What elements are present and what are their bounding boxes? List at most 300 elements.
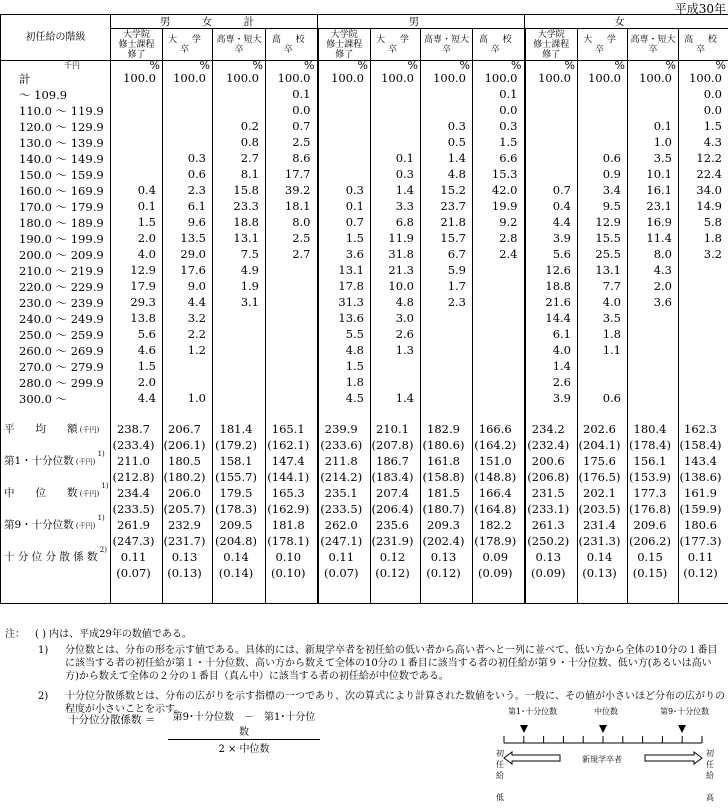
table-cell: 2.4: [473, 247, 525, 263]
table-cell: 12.9: [578, 215, 628, 231]
stat-prev-value: (231.9): [371, 533, 421, 549]
spacer-cell: [421, 407, 473, 421]
stat-prev-value: (144.1): [266, 469, 318, 485]
total-cell: 100.0: [679, 71, 728, 87]
stat-value: 182.9: [421, 421, 473, 437]
band-label: 190.0 ～ 199.9: [1, 231, 111, 247]
table-cell: 5.6: [111, 327, 163, 343]
table-cell: 0.3: [318, 183, 371, 199]
spacer-cell: [266, 407, 318, 421]
table-cell: 0.4: [111, 183, 163, 199]
table-cell: [213, 327, 266, 343]
stat-prev-value: (202.4): [421, 533, 473, 549]
total-cell: 100.0: [371, 71, 421, 87]
stat-value: 0.14: [213, 549, 266, 565]
total-cell: 100.0: [111, 71, 163, 87]
table-cell: 4.4: [111, 391, 163, 407]
pct-unit: %: [525, 61, 578, 72]
stat-prev-value: (233.5): [111, 501, 163, 517]
table-cell: 11.9: [371, 231, 421, 247]
arrow-left-icon: [504, 752, 560, 764]
stat-value: 209.5: [213, 517, 266, 533]
stat-value: 232.9: [163, 517, 213, 533]
table-cell: [525, 87, 578, 103]
spacer-cell: [679, 407, 728, 421]
table-row: [1, 199, 728, 215]
diagram-center-label: 新規学卒者: [582, 754, 622, 764]
stat-prev-value: (159.9): [679, 501, 728, 517]
table-cell: 12.6: [525, 263, 578, 279]
stat-value: 166.4: [473, 485, 525, 501]
table-cell: [578, 87, 628, 103]
formula-lhs: 十分位分散係数 ＝: [68, 712, 155, 727]
table-cell: [421, 375, 473, 391]
table-cell: 17.8: [318, 279, 371, 295]
stat-prev-value: (0.09): [473, 565, 525, 581]
table-cell: 2.3: [421, 295, 473, 311]
total-cell: 100.0: [266, 71, 318, 87]
table-cell: [213, 87, 266, 103]
stat-prev-value: (250.2): [525, 533, 578, 549]
table-cell: [578, 103, 628, 119]
table-cell: 0.3: [421, 119, 473, 135]
stat-value: 200.6: [525, 453, 578, 469]
table-cell: 15.8: [213, 183, 266, 199]
stat-prev-row: [1, 533, 728, 549]
table-cell: 6.1: [525, 327, 578, 343]
marker-decile1-icon: [520, 725, 528, 733]
table-cell: [371, 359, 421, 375]
table-cell: 3.4: [578, 183, 628, 199]
table-cell: 1.5: [318, 231, 371, 247]
table-cell: 13.6: [318, 311, 371, 327]
table-cell: 0.3: [163, 151, 213, 167]
table-cell: [266, 359, 318, 375]
formula-denominator: 2 × 中位数: [168, 740, 320, 755]
table-cell: 4.9: [213, 263, 266, 279]
table-cell: 18.1: [266, 199, 318, 215]
row-header: 初任給の階級: [1, 15, 111, 61]
table-cell: 22.4: [679, 167, 728, 183]
stat-unit: (千円): [74, 522, 96, 530]
stat-prev-value: (162.9): [266, 501, 318, 517]
table-cell: [318, 167, 371, 183]
table-cell: [525, 103, 578, 119]
stat-value: 0.09: [473, 549, 525, 565]
table-cell: [628, 375, 679, 391]
table-cell: 2.3: [163, 183, 213, 199]
table-cell: 8.6: [266, 151, 318, 167]
table-cell: 0.7: [525, 183, 578, 199]
stat-prev-value: (164.8): [473, 501, 525, 517]
stat-value: 180.6: [679, 517, 728, 533]
table-cell: 6.6: [473, 151, 525, 167]
table-cell: 18.8: [525, 279, 578, 295]
stat-value: 181.5: [421, 485, 473, 501]
stat-label: [1, 421, 111, 453]
table-cell: 4.0: [578, 295, 628, 311]
table-cell: [679, 391, 728, 407]
table-cell: 0.1: [318, 199, 371, 215]
table-cell: [266, 343, 318, 359]
stat-value: 165.3: [266, 485, 318, 501]
table-cell: 8.0: [266, 215, 318, 231]
spacer-cell: [213, 581, 266, 604]
group-header-male: 男: [318, 15, 525, 29]
table-cell: 1.1: [578, 343, 628, 359]
band-label: 140.0 ～ 149.9: [1, 151, 111, 167]
table-cell: 31.8: [371, 247, 421, 263]
stat-prev-value: (205.7): [163, 501, 213, 517]
total-cell: 100.0: [421, 71, 473, 87]
stat-prev-value: (180.7): [421, 501, 473, 517]
stat-value: 231.4: [578, 517, 628, 533]
stat-prev-value: (177.3): [679, 533, 728, 549]
table-cell: [266, 375, 318, 391]
diagram-label-decile1: 第1･十分位数: [508, 706, 557, 716]
stat-value: 181.8: [266, 517, 318, 533]
subcolumn-header: 大学院 修士課程 修了: [525, 29, 578, 61]
table-cell: [578, 119, 628, 135]
table-cell: 0.6: [163, 167, 213, 183]
spacer-cell: [371, 407, 421, 421]
stat-label: [1, 517, 111, 549]
table-cell: [163, 103, 213, 119]
group-header-total: 男 女 計: [111, 15, 318, 29]
stat-prev-value: (233.6): [318, 437, 371, 453]
stat-prev-value: (206.2): [628, 533, 679, 549]
table-cell: [679, 311, 728, 327]
pct-unit: %: [473, 61, 525, 72]
decile-diagram-svg: [490, 700, 728, 809]
stat-prev-value: (176.8): [628, 501, 679, 517]
table-cell: 5.8: [679, 215, 728, 231]
table-cell: [318, 119, 371, 135]
table-row: [1, 359, 728, 375]
table-cell: [111, 151, 163, 167]
table-cell: [473, 295, 525, 311]
band-label: 130.0 ～ 139.9: [1, 135, 111, 151]
stat-value: 161.8: [421, 453, 473, 469]
spacer-cell: [578, 407, 628, 421]
stat-prev-value: (231.7): [163, 533, 213, 549]
table-cell: [371, 87, 421, 103]
band-label: 150.0 ～ 159.9: [1, 167, 111, 183]
table-cell: 42.0: [473, 183, 525, 199]
table-cell: 29.3: [111, 295, 163, 311]
decile-diagram: [490, 700, 728, 809]
pct-unit: %: [111, 61, 163, 72]
diagram-label-decile9: 第9･十分位数: [660, 706, 709, 716]
table-cell: [473, 327, 525, 343]
table-cell: 11.4: [628, 231, 679, 247]
stat-value: 147.4: [266, 453, 318, 469]
stat-value: 0.13: [525, 549, 578, 565]
table-cell: 17.7: [266, 167, 318, 183]
table-cell: [679, 359, 728, 375]
band-label: 280.0 ～ 299.9: [1, 375, 111, 391]
diagram-label-median: 中位数: [594, 706, 618, 716]
stat-value: 209.3: [421, 517, 473, 533]
stat-value: 177.3: [628, 485, 679, 501]
table-cell: 0.1: [473, 87, 525, 103]
table-cell: 17.9: [111, 279, 163, 295]
stat-value: 161.9: [679, 485, 728, 501]
table-cell: 2.2: [163, 327, 213, 343]
table-cell: 39.2: [266, 183, 318, 199]
band-label: 230.0 ～ 239.9: [1, 295, 111, 311]
pct-unit: %: [318, 61, 371, 72]
table-cell: 29.0: [163, 247, 213, 263]
table-cell: [578, 359, 628, 375]
total-cell: 100.0: [163, 71, 213, 87]
table-cell: [421, 359, 473, 375]
formula-numerator: 第9･十分位数 － 第1･十分位数: [168, 708, 320, 740]
table-cell: 2.6: [525, 375, 578, 391]
table-cell: 0.0: [679, 103, 728, 119]
table-cell: [421, 391, 473, 407]
stat-prev-value: (204.1): [578, 437, 628, 453]
total-label: 計: [1, 71, 111, 87]
table-cell: 4.0: [111, 247, 163, 263]
stat-prev-row: [1, 501, 728, 517]
table-cell: 3.3: [371, 199, 421, 215]
table-row: [1, 87, 728, 103]
table-cell: 7.7: [578, 279, 628, 295]
table-row: [1, 375, 728, 391]
table-cell: 3.1: [213, 295, 266, 311]
stat-label: [1, 453, 111, 485]
stat-prev-value: (162.1): [266, 437, 318, 453]
stat-value: 166.6: [473, 421, 525, 437]
table-cell: [473, 343, 525, 359]
table-cell: 34.0: [679, 183, 728, 199]
table-cell: 1.8: [318, 375, 371, 391]
pct-unit: %: [266, 61, 318, 72]
table-cell: [111, 103, 163, 119]
spacer-cell: [421, 581, 473, 604]
stat-value: 0.13: [163, 549, 213, 565]
table-cell: [163, 359, 213, 375]
table-cell: [628, 343, 679, 359]
table-cell: 17.6: [163, 263, 213, 279]
marker-median-icon: [599, 725, 607, 733]
table-cell: 9.0: [163, 279, 213, 295]
note-1-num: 1): [38, 644, 48, 657]
total-cell: 100.0: [578, 71, 628, 87]
table-cell: [473, 279, 525, 295]
unit-label: 千円: [1, 61, 111, 72]
unit-row: [1, 61, 728, 72]
stat-prev-value: (0.10): [266, 565, 318, 581]
stat-prev-value: (164.2): [473, 437, 525, 453]
table-cell: 9.5: [578, 199, 628, 215]
stat-value: 175.6: [578, 453, 628, 469]
stat-prev-row: [1, 565, 728, 581]
stat-prev-value: (206.4): [371, 501, 421, 517]
stat-value: 0.10: [266, 549, 318, 565]
band-label: 260.0 ～ 269.9: [1, 343, 111, 359]
pct-unit: %: [421, 61, 473, 72]
table-cell: [213, 311, 266, 327]
table-cell: 2.5: [266, 135, 318, 151]
spacer-cell: [111, 407, 163, 421]
table-cell: [525, 135, 578, 151]
table-cell: 18.8: [213, 215, 266, 231]
stat-prev-value: (0.12): [679, 565, 728, 581]
stat-prev-value: (0.13): [578, 565, 628, 581]
stat-label: [1, 485, 111, 517]
stat-prev-value: (153.9): [628, 469, 679, 485]
table-cell: 1.5: [473, 135, 525, 151]
spacer-row: [1, 581, 728, 604]
subcolumn-header: 高専・短大卒: [628, 29, 679, 61]
table-cell: 4.3: [628, 263, 679, 279]
stat-prev-value: (180.2): [163, 469, 213, 485]
table-cell: 13.5: [163, 231, 213, 247]
stat-value: 179.5: [213, 485, 266, 501]
table-cell: 5.6: [525, 247, 578, 263]
table-cell: 4.8: [421, 167, 473, 183]
table-cell: 25.5: [578, 247, 628, 263]
table-cell: 8.1: [213, 167, 266, 183]
table-cell: [679, 263, 728, 279]
pct-unit: %: [371, 61, 421, 72]
stat-prev-value: (178.4): [628, 437, 679, 453]
table-cell: [371, 135, 421, 151]
diagram-ticks: [504, 736, 702, 743]
stat-label-text: 中 位 数: [4, 487, 78, 499]
subcolumn-header: 高 校 卒: [679, 29, 728, 61]
table-cell: 4.8: [371, 295, 421, 311]
stat-footnote: 1): [95, 450, 104, 458]
table-cell: [679, 375, 728, 391]
table-cell: 3.2: [679, 247, 728, 263]
table-cell: 21.6: [525, 295, 578, 311]
table-row: [1, 215, 728, 231]
table-cell: [163, 135, 213, 151]
table-cell: [628, 311, 679, 327]
table-cell: 7.5: [213, 247, 266, 263]
stat-row: [1, 421, 728, 437]
table-cell: 9.6: [163, 215, 213, 231]
stat-prev-value: (214.2): [318, 469, 371, 485]
table-cell: 0.1: [111, 199, 163, 215]
table-cell: [421, 343, 473, 359]
year-label: 平成30年: [675, 0, 726, 17]
subcolumn-header: 高 校 卒: [473, 29, 525, 61]
stat-label-text: 十 分 位 分 散 係 数: [4, 551, 98, 563]
band-label: 300.0 ～: [1, 391, 111, 407]
stat-footnote: 1): [99, 482, 108, 490]
stat-prev-value: (203.5): [578, 501, 628, 517]
table-cell: [111, 87, 163, 103]
table-cell: 14.9: [679, 199, 728, 215]
table-cell: 12.2: [679, 151, 728, 167]
table-cell: [421, 311, 473, 327]
stat-value: 0.12: [371, 549, 421, 565]
stat-value: 202.6: [578, 421, 628, 437]
stat-value: 165.1: [266, 421, 318, 437]
pct-unit: %: [628, 61, 679, 72]
table-cell: [473, 311, 525, 327]
table-cell: [318, 135, 371, 151]
table-cell: [628, 359, 679, 375]
stat-prev-value: (0.12): [421, 565, 473, 581]
table-cell: [266, 263, 318, 279]
table-row: [1, 119, 728, 135]
table-cell: [525, 167, 578, 183]
stat-value: 209.6: [628, 517, 679, 533]
table-cell: 1.5: [111, 359, 163, 375]
table-cell: 13.1: [318, 263, 371, 279]
stat-prev-value: (138.6): [679, 469, 728, 485]
table-cell: 0.1: [628, 119, 679, 135]
stat-row: [1, 453, 728, 469]
stat-value: 180.5: [163, 453, 213, 469]
subcolumn-header: 高専・短大卒: [213, 29, 266, 61]
table-cell: 15.7: [421, 231, 473, 247]
table-cell: 0.8: [213, 135, 266, 151]
stat-prev-value: (178.1): [266, 533, 318, 549]
band-label: 240.0 ～ 249.9: [1, 311, 111, 327]
stat-prev-value: (233.1): [525, 501, 578, 517]
table-cell: [213, 359, 266, 375]
table-cell: 16.9: [628, 215, 679, 231]
stat-prev-value: (0.14): [213, 565, 266, 581]
spacer-cell: [318, 581, 371, 604]
table-cell: 1.0: [628, 135, 679, 151]
stat-value: 0.13: [421, 549, 473, 565]
table-cell: 4.4: [163, 295, 213, 311]
stat-prev-value: (179.2): [213, 437, 266, 453]
spacer-cell: [1, 407, 111, 421]
stat-prev-value: (233.4): [111, 437, 163, 453]
band-label: 110.0 ～ 119.9: [1, 103, 111, 119]
table-row: [1, 151, 728, 167]
table-cell: [473, 359, 525, 375]
table-cell: 3.9: [525, 391, 578, 407]
table-cell: [578, 375, 628, 391]
table-cell: [679, 343, 728, 359]
table-cell: 3.6: [318, 247, 371, 263]
pct-unit: %: [213, 61, 266, 72]
stat-value: 0.11: [318, 549, 371, 565]
stat-prev-value: (247.3): [111, 533, 163, 549]
stat-value: 207.4: [371, 485, 421, 501]
stat-prev-value: (0.07): [318, 565, 371, 581]
stat-value: 211.8: [318, 453, 371, 469]
band-label: 160.0 ～ 169.9: [1, 183, 111, 199]
notes-paren-note: ( ) 内は、平成29年の数値である。: [35, 628, 192, 641]
table-cell: [266, 295, 318, 311]
table-cell: 0.7: [266, 119, 318, 135]
table-row: [1, 103, 728, 119]
table-cell: 2.6: [371, 327, 421, 343]
stat-prev-value: (247.1): [318, 533, 371, 549]
stat-value: 158.1: [213, 453, 266, 469]
table-cell: 8.0: [628, 247, 679, 263]
stat-prev-value: (231.3): [578, 533, 628, 549]
table-cell: 2.0: [111, 375, 163, 391]
spacer-cell: [111, 581, 163, 604]
note-1-text: 分位数とは、分布の形を示す値である。具体的には、新規学卒者を初任給の低い者から高い者へと一列に並べて、低い方から全体の10分の１番目に該当する者の初任給が第１・十分位数、高い方から数えて全体の10分の１番目に該当する者の初任給が第９・十分位数、低い方(あるいは高い方)から数えて全体の２分の１番目（真ん中）に該当する者の初任給が中位数である。: [65, 644, 725, 683]
table-cell: [111, 167, 163, 183]
stat-value: 210.1: [371, 421, 421, 437]
table-cell: [679, 295, 728, 311]
table-cell: 19.9: [473, 199, 525, 215]
band-label: 200.0 ～ 209.9: [1, 247, 111, 263]
